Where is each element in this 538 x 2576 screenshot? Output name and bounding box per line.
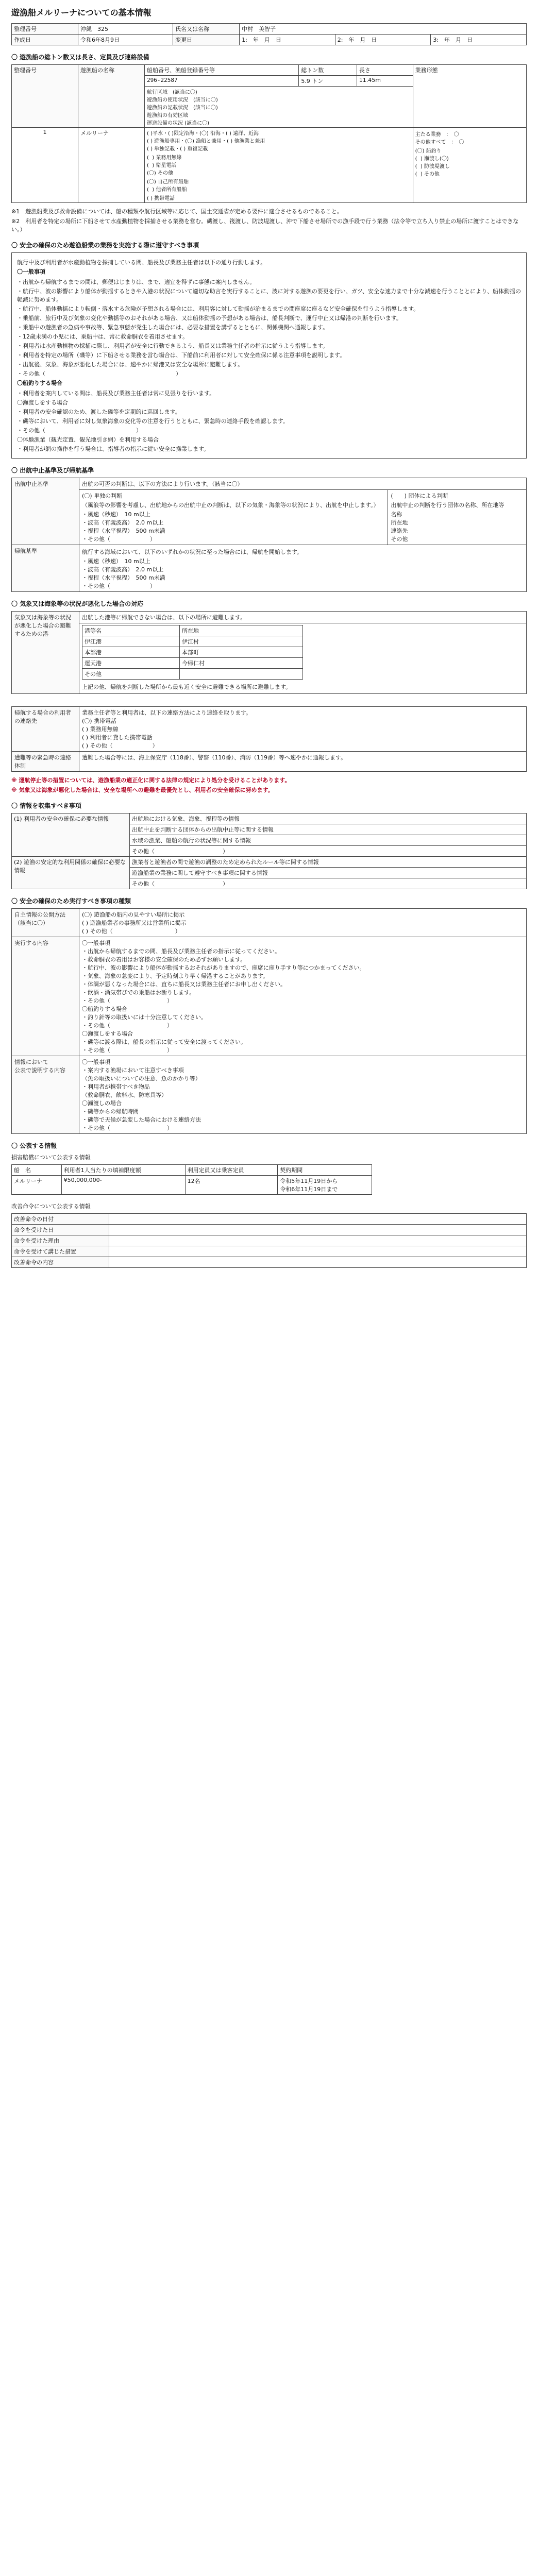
s2-right-1: 名称 <box>391 511 402 518</box>
s6-l3-1: ・釣り針等の取扱いには十分注意してください。 <box>82 1014 207 1021</box>
section3-title: 〇 気象又は海象等の状況が悪化した場合の対応 <box>11 600 144 607</box>
s3-head: 出航した港等に帰航できない場合は、以下の場所に避難します。 <box>79 612 527 623</box>
s6-left2: 実行する内容 <box>12 937 79 1056</box>
s4-line-4: ( ) その他（ ） <box>82 742 158 749</box>
safety-sub2: 〇船釣りする場合 <box>17 380 62 386</box>
s3-port-2-loc: 本部町 <box>180 647 303 658</box>
s6-left1: 自主情報の公開方法 （該当に〇） <box>12 909 79 937</box>
s4-line-3: ( ) 利用者に貸した携帯電話 <box>82 734 153 741</box>
s2-opt-a1: (〇) 単独の判断 <box>82 493 123 499</box>
safety-line-3: ・航行中、船体動揺により転倒・落水する危険が予想される場合には、利用客に対して動揺が治まるまでの間座席に座るなど安全確保を行うよう指導します。 <box>17 306 419 312</box>
s2-left-head2: 帰航基準 <box>12 545 79 592</box>
safety-box <box>11 252 527 459</box>
section5-table <box>11 813 527 889</box>
safety-line-6: ・12歳未満の小児には、乗船中は、常に救命胴衣を着用させます。 <box>17 333 189 340</box>
note1-1: ※1 遊漁船業及び救命設備については、船の種類や航行区域等に応じて、国土交通省が定める要件に適合させるものであること。 <box>11 208 343 215</box>
s6-l2-1: ・出航から帰航するまでの間、船長及び業務主任者の指示に従ってください。 <box>82 948 280 955</box>
s7-o5-v <box>109 1257 527 1268</box>
s3-note: 上記の他、帰航を判断した場所から最も近く安全に避難できる場所に避難します。 <box>82 684 292 690</box>
s6-sub2: 〇一般事項 <box>82 940 110 946</box>
s4-body2: 遭難した場合等には、海上保安庁（118番）、警察（110番）、消防（119番）等へ速やかに通報します。 <box>79 752 527 772</box>
s1-opts-usage: ( ) 遊漁船専用・(〇) 漁船と兼用・( ) 他漁業と兼用 <box>147 139 265 144</box>
s3-port-1-loc: 伊江村 <box>180 636 303 647</box>
s4-left2: 遭難等の緊急時の連絡体制 <box>12 752 79 772</box>
section1-table <box>11 64 527 203</box>
s6-l1-2: ( ) 遊漁船業者の事務所又は営業所に掲示 <box>82 920 187 926</box>
s1-col-length: 長さ <box>357 65 413 76</box>
s2-item-b3: ・視程（水平視程） 500 m未満 <box>82 574 165 581</box>
s6-l1-3: ( ) その他（ ） <box>82 928 181 935</box>
s1-col-business: 業務形態 <box>413 65 526 128</box>
s1-opts-phone: ( ) 携帯電話 <box>147 196 175 201</box>
s1-sub-usage: 遊漁船の使用状況 (該当に〇) <box>147 97 218 103</box>
s3-left: 気象又は海象等の状況が悪化した場合の避難するための港 <box>12 612 79 694</box>
s7-h3: 利用定員又は乗客定員 <box>185 1165 278 1176</box>
safety-line-2: ・航行中、波の影響により船体が動揺するときや入港の状況について適切な助言を実行することに、波に対する遊漁の要更を行い、ガツ、安全な速力まで十分な減速を行うこととにより、船体動揺の軽減に努めます。 <box>17 288 522 303</box>
s1-opts-area: ( )平水・( )限定沿海・(〇) 沿海・( ) 遠洋、近海 <box>147 131 259 137</box>
safety-line-9: ・出航後、気象、海象が悪化した場合には、速やかに帰港又は安全な場所に避難します。 <box>17 361 244 368</box>
notes2 <box>11 776 527 794</box>
s2-body-b: 航行する海域において、以下のいずれかの状況に至った場合には、帰航を開始します。 <box>82 549 302 555</box>
s1-opts-listing: ( ) 単独記載・( ) 重複記載 <box>147 146 208 152</box>
s7-o1-v <box>109 1214 527 1225</box>
note1-2: ※2 利用者を特定の場所に下船させて水産動植物を採捕させる業務を営む。磯渡し、筏渡し、防波堤渡し、沖で下船させ場所での漁手段で行う業務（法令等で立ち入り禁止の場所に渡すことはできない。） <box>11 218 519 233</box>
header-value-changed-2: 2: 年 月 日 <box>335 35 431 45</box>
header-label-name: 氏名又は名称 <box>173 24 240 35</box>
s5-r6: 遊漁船業の業務に関して遵守すべき事項に関する情報 <box>130 868 527 878</box>
header-label-created: 作成日 <box>12 35 78 45</box>
safety-sub: 〇一般事項 <box>17 268 45 275</box>
safety2-line-5: ・その他（ ） <box>17 427 142 434</box>
s7-limit: ¥50,000,000- <box>61 1176 185 1195</box>
s6-l2-2: ・救命胴衣の着用はお客様の安全確保のため必ずお願いします。 <box>82 956 246 963</box>
s6-sub4: 〇瀬渡しをする場合 <box>82 1030 133 1037</box>
s6-l5-5: （救命胴衣、飲料水、防寒具等） <box>82 1092 167 1098</box>
s6-l2-3: ・航行中、波の影響により船体が動揺するおそれがありますので、座席に座り手すり等につかまってください。 <box>82 964 365 971</box>
s5-r3: 水域の漁業、船舶の航行の状況等に関する情報 <box>130 835 527 846</box>
s5-r5: 漁業者と遊漁者の間で遊漁の調整のため定められたルール等に関する情報 <box>130 857 527 868</box>
s2-right-2: 所在地 <box>391 519 408 526</box>
safety2-line-1: ・利用者を案内している間は、船長及び業務主任者は常に見張りを行います。 <box>17 390 215 397</box>
safety-intro: 航行中及び利用者が水産動植物を採捕している間、船長及び業務主任者は以下の通り行動します。 <box>17 259 266 266</box>
s2-item-a1: ・風速（秒速） 10 m以上 <box>82 511 150 518</box>
s2-item-b1: ・風速（秒速） 10 m以上 <box>82 558 150 565</box>
section6-title: 〇 安全の確保のため実行すべき事項の種類 <box>11 897 131 905</box>
s2-item-b2: ・波高（有義波高） 2.0 m以上 <box>82 566 164 573</box>
s6-l5-1: 〇一般事項 <box>82 1059 110 1065</box>
s1-col-name: 遊漁船の名称 <box>78 65 145 128</box>
s1-row-name: メルリーナ <box>78 128 145 203</box>
s1-reg-value: 296-22587 <box>145 76 299 87</box>
s3-port-1: 伊江港 <box>82 636 180 647</box>
s3-ports <box>82 625 303 680</box>
s7-o3-l: 命令を受けた理由 <box>12 1235 109 1246</box>
s1-sub-listing: 遊漁船の記載状況 (該当に〇) <box>147 105 218 111</box>
section7-orders <box>11 1213 527 1268</box>
section1-title: 〇 遊漁船の総トン数又は長さ、定員及び連絡設備 <box>11 54 149 61</box>
s2-body-a: （風浪等の影響を考慮し、出航地からの出航中止の判断は、以下の気象・海象等の状況により、出航を中止します。） <box>82 502 379 509</box>
s4-left: 帰航する場合の利用者の連絡先 <box>12 707 79 752</box>
s7-o4-v <box>109 1246 527 1257</box>
header-value-name: 中村 美智子 <box>240 24 527 35</box>
s2-left-head: 出航中止基準 <box>12 478 79 545</box>
safety-line-1: ・出航から帰航するまでの間は、郵便はじまりは、まで、適宜を得ずに事態に案内しません。 <box>17 279 256 285</box>
s4-head: 業務主任者等と利用者は、以下の連絡方法により連絡を取ります。 <box>82 709 252 716</box>
s6-l5-2: ・案内する漁場において注意すべき事項 <box>82 1067 184 1074</box>
s1-col-tons: 総トン数 <box>299 65 357 76</box>
section7-insurance <box>11 1164 372 1195</box>
section6-table <box>11 908 527 1134</box>
document <box>11 0 527 1268</box>
s6-l2-4: ・気象、海象の急変により、予定時刻より早く帰港することがあります。 <box>82 973 269 979</box>
header-value-changed-1: 1: 年 月 日 <box>240 35 335 45</box>
s2-item-a3: ・視程（水平視程） 500 m未満 <box>82 528 165 534</box>
s3-port-4: その他 <box>82 669 180 680</box>
notes1 <box>11 207 527 233</box>
s2-right-4: その他 <box>391 536 408 543</box>
s6-l1-1: (〇) 遊漁船の船内の見やすい場所に掲示 <box>82 911 185 918</box>
s6-l5-4: ・利用者が携帯すべき物品 <box>82 1083 150 1090</box>
s7-h1: 船 名 <box>12 1165 62 1176</box>
s7-o2-l: 命令を受けた日 <box>12 1225 109 1235</box>
header-label-number: 整理番号 <box>12 24 78 35</box>
s3-port-2: 本部港 <box>82 647 180 658</box>
s4-line-2: ( ) 業務用無線 <box>82 726 119 733</box>
s1-sub-comm: 運送設備の状況 (該当に〇) <box>147 121 209 126</box>
s7-o1-l: 改善命令の日付 <box>12 1214 109 1225</box>
safety2-line-3: ・利用者の安全確認のため、渡した磯等を定期的に巡回します。 <box>17 409 181 415</box>
section5-title: 〇 情報を収集すべき事項 <box>11 802 81 809</box>
safety-line-4: ・乗船前、旅行中及び気象の変化や動揺等のおそれがある場合、又は船体動揺の予想がある場合は、船長判断で、運行中止又は帰港の判断を行います。 <box>17 315 402 321</box>
s6-l4-2: ・その他（ ） <box>82 1047 173 1054</box>
header-value-changed-3: 3: 年 月 日 <box>431 35 527 45</box>
s1-col-reg: 船舶番号、漁船登録番号等 <box>145 65 299 76</box>
s2-item-a4: ・その他（ ） <box>82 536 156 543</box>
s5-r7: その他（ ） <box>130 878 527 889</box>
s7-sub: 損害賠償について公表する情報 <box>11 1154 91 1161</box>
s3-port-head-loc: 所在地 <box>180 625 303 636</box>
s6-l5-6: 〇瀬渡しの場合 <box>82 1100 122 1107</box>
s3-port-head-name: 港等名 <box>82 625 180 636</box>
s6-l3-2: ・その他（ ） <box>82 1022 173 1029</box>
s1-opts-comm: ( ) 業務用無線 ( ) 衛星電話 (〇) その他 <box>147 155 182 176</box>
page-title: 遊漁船メルリーナについての基本情報 <box>11 8 152 18</box>
s5-r4: その他（ ） <box>130 846 527 857</box>
s6-l5-7: ・磯等からの帰航時間 <box>82 1108 139 1115</box>
s1-sub-area: 航行区域 (該当に〇) <box>147 90 197 95</box>
s5-left-1: (1) 利用者の安全の確保に必要な情報 <box>12 814 130 857</box>
section2-title: 〇 出航中止基準及び帰航基準 <box>11 467 94 474</box>
s7-h4: 契約期間 <box>278 1165 372 1176</box>
s7-ship: メルリーナ <box>12 1176 62 1195</box>
s7-o3-v <box>109 1235 527 1246</box>
s2-right-a: 出航中止の判断を行う団体の名称、所在地等 <box>391 502 505 509</box>
s6-l2-5: ・体調が悪くなった場合には、直ちに船長又は業務主任者にお申し出ください。 <box>82 981 286 988</box>
safety-line-10: ・その他（ ） <box>17 370 181 377</box>
s1-length-value: 11.45m <box>357 76 413 87</box>
s1-opts-owner: (〇) 自己所有船舶 ( ) 他者所有船舶 <box>147 179 189 193</box>
s6-sub3: 〇船釣りする場合 <box>82 1006 127 1012</box>
s2-item-b4: ・その他（ ） <box>82 583 156 589</box>
s1-tons-value: 5.9 トン <box>299 76 357 87</box>
safety-line-5: ・乗船中の遊漁者の急病や事故等、緊急事態が発生した場合には、必要な措置を講ずるとともに、関係機関へ通報します。 <box>17 324 329 331</box>
s6-l4-1: ・磯等に渡る際は、船長の指示に従って安全に渡ってください。 <box>82 1039 246 1045</box>
s6-l5-9: ・その他（ ） <box>82 1125 173 1131</box>
s7-o4-l: 命令を受けて講じた措置 <box>12 1246 109 1257</box>
safety-line-7: ・利用者は水産動植物の採捕に際し、利用者が安全に行動できるよう、船長又は業務主任者の指示に従うよう指導します。 <box>17 343 329 349</box>
s2-head-a: 出航の可否の判断は、以下の方法により行います。（該当に〇） <box>79 478 527 490</box>
note2-2: ※ 気象又は海象が悪化した場合は、安全な場所への避難を最優先とし、利用者の安全確保に努めます。 <box>11 787 274 793</box>
s6-l2-6: ・飲酒・酒気帯びでの乗船はお断りします。 <box>82 989 195 996</box>
safety2-line-4: ・磯等において、利用者に対し気象海象の変化等の注意を行うとともに、緊急時の連絡手段を確認します。 <box>17 418 289 425</box>
s1-col-number: 整理番号 <box>12 65 78 128</box>
s6-l2-7: ・その他（ ） <box>82 997 173 1004</box>
s7-sub2: 改善命令について公表する情報 <box>11 1203 91 1210</box>
s3-port-3: 運天港 <box>82 658 180 669</box>
s5-left-2: (2) 遊漁の安定的な利用関係の確保に必要な情報 <box>12 857 130 889</box>
s1-right-top: 主たる業務 ： 〇 その他すべて ： 〇 <box>415 132 464 145</box>
section2-table <box>11 478 527 592</box>
s5-r1: 出航地における気象、海象、視程等の情報 <box>130 814 527 824</box>
safety2-line-6: 〇体験漁業（観光定置、観光地引き網）を利用する場合 <box>17 436 159 443</box>
s5-r2: 出航中止を判断する団体からの出航中止等に関する情報 <box>130 824 527 835</box>
header-value-created: 令和6年8月9日 <box>78 35 173 45</box>
s7-h2: 利用者1人当たりの填補限度額 <box>61 1165 185 1176</box>
s7-capacity: 12名 <box>185 1176 278 1195</box>
s6-l5-8: ・磯等で天候が急変した場合における連絡方法 <box>82 1116 201 1123</box>
s3-port-4-loc <box>180 669 303 680</box>
s1-right-opts: (〇) 船釣り ( ) 瀬渡し(〇) ( ) 防波堤渡し ( ) その他 <box>415 148 450 177</box>
safety-line-8: ・利用者を特定の場所（磯等）に下船させる業務を営む場合は、下船前に利用者に対して安全確保に係る注意事項を説明します。 <box>17 352 346 359</box>
s2-opt-a2: ( ) 団体による判断 <box>391 493 448 499</box>
s2-item-a2: ・波高（有義波高） 2.0 m以上 <box>82 519 164 526</box>
note2-1: ※ 運航停止等の措置については、遊漁船業の適正化に関する法律の規定により処分を受けることがあります。 <box>11 777 291 784</box>
s6-l5-3: （魚の取扱いについての注意、魚のかかり等） <box>82 1075 201 1082</box>
s3-port-3-loc: 今帰仁村 <box>180 658 303 669</box>
section3-table <box>11 611 527 694</box>
header-label-changed: 変更日 <box>173 35 240 45</box>
safety2-line-7: ・利用者が網の操作を行う場合は、指導者の指示に従い安全に操業します。 <box>17 446 210 452</box>
s7-period: 令和5年11月19日から 令和6年11月19日まで <box>278 1176 372 1195</box>
s6-left3: 情報において 公表で説明する内容 <box>12 1056 79 1134</box>
section7-title: 〇 公表する情報 <box>11 1142 57 1149</box>
s7-o5-l: 改善命令の内容 <box>12 1257 109 1268</box>
section4-table <box>11 706 527 772</box>
header-value-number: 沖縄 325 <box>78 24 173 35</box>
safety2-line-2: 〇瀬渡しをする場合 <box>17 399 68 406</box>
s4-line-1: (〇) 携帯電話 <box>82 718 117 724</box>
s7-o2-v <box>109 1225 527 1235</box>
header-table <box>11 23 527 45</box>
s1-sub-valid: 遊漁船の有効区域 <box>147 113 188 118</box>
s1-row-number: 1 <box>12 128 78 203</box>
s2-right-3: 連絡先 <box>391 528 408 534</box>
safety-title: 〇 安全の確保のため遊漁船業の業務を実施する際に遵守すべき事項 <box>11 242 199 249</box>
